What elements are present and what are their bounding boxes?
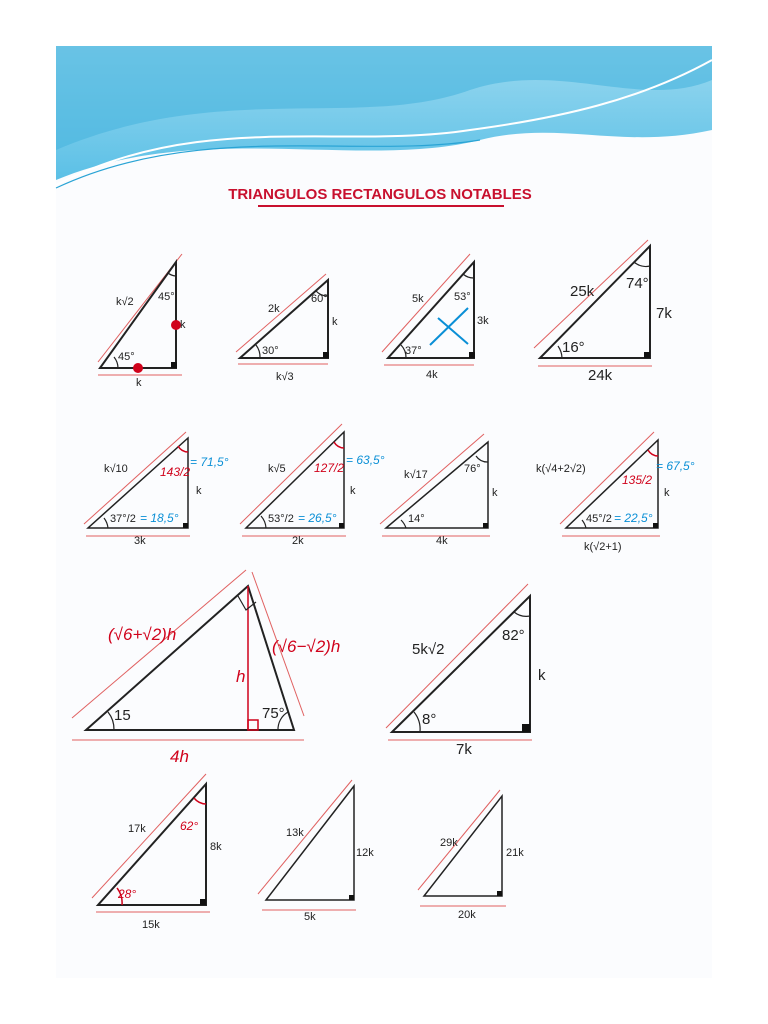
triangle-5-12-13 [258, 780, 374, 923]
t30-vert: k [332, 316, 338, 328]
t8-hyp: 5k√2 [412, 641, 445, 658]
t45-base-angle: 45° [118, 351, 135, 363]
t8-base: 7k [456, 741, 472, 758]
t15-angle-left: 15 [114, 707, 131, 724]
t30-base: k√3 [276, 371, 294, 383]
t37-top-angle: 53° [454, 291, 471, 303]
t53h-base: 2k [292, 535, 304, 547]
t37h-base-angle: 37°/2 [110, 513, 136, 525]
t37h-red: 143/2 [160, 465, 191, 479]
t53h-vert: k [350, 485, 356, 497]
t5-hyp: 13k [286, 827, 304, 839]
t15-right: (√6−√2)h [272, 637, 341, 656]
t45h-vert: k [664, 487, 670, 499]
t45h-hyp: k(√4+2√2) [536, 463, 586, 475]
t30-base-angle: 30° [262, 345, 279, 357]
triangle-28-62 [92, 774, 222, 931]
t15-left: (√6+√2)h [108, 625, 177, 644]
t16-hyp: 25k [570, 283, 595, 300]
triangle-45-45 [98, 254, 186, 389]
t37h-vert: k [196, 485, 202, 497]
triangle-16-74 [534, 240, 672, 384]
triangle-8-82 [386, 584, 546, 758]
t53h-hyp: k√5 [268, 463, 286, 475]
triangle-20-21-29 [418, 790, 524, 921]
triangle-37-53 [382, 254, 489, 381]
t45h-blue-base: = 22,5° [614, 511, 653, 525]
t28-base-angle: 28° [118, 887, 137, 901]
t37-base: 4k [426, 369, 438, 381]
t53h-blue-top: = 63,5° [346, 453, 385, 467]
t20-vert: 21k [506, 847, 524, 859]
t37h-blue-base: = 18,5° [140, 511, 179, 525]
t37h-base: 3k [134, 535, 146, 547]
t20-base: 20k [458, 909, 476, 921]
t45-top-angle: 45° [158, 291, 175, 303]
triangle-53-half [240, 424, 385, 547]
t53h-base-angle: 53°/2 [268, 513, 294, 525]
t28-hyp: 17k [128, 823, 146, 835]
t45h-base-angle: 45°/2 [586, 513, 612, 525]
t45-base: k [136, 377, 142, 389]
t14-base: 4k [436, 535, 448, 547]
t16-vert: 7k [656, 305, 672, 322]
t28-top-angle: 62° [180, 819, 199, 833]
t37-vert: 3k [477, 315, 489, 327]
t14-top-angle: 76° [464, 463, 481, 475]
t15-angle-right: 75° [262, 705, 285, 722]
t45h-base: k(√2+1) [584, 541, 622, 553]
t45h-blue-top: = 67,5° [656, 459, 695, 473]
t16-base-angle: 16° [562, 339, 585, 356]
t37-base-angle: 37° [405, 345, 422, 357]
t5-vert: 12k [356, 847, 374, 859]
t37h-blue-top: = 71,5° [190, 455, 229, 469]
t28-vert: 8k [210, 841, 222, 853]
t45h-red: 135/2 [622, 473, 653, 487]
t30-hyp: 2k [268, 303, 280, 315]
t28-base: 15k [142, 919, 160, 931]
triangle-15-75 [72, 570, 340, 766]
t53h-blue-base: = 26,5° [298, 511, 337, 525]
t20-hyp: 29k [440, 837, 458, 849]
triangle-30-60 [236, 274, 338, 383]
triangle-14-76 [380, 434, 498, 547]
triangle-45-half [536, 432, 695, 553]
t14-base-angle: 14° [408, 513, 425, 525]
t30-top-angle: 60° [311, 293, 328, 305]
t8-vert: k [538, 667, 546, 684]
t16-base: 24k [588, 367, 613, 384]
t45-vert: k [180, 319, 186, 331]
triangle-37-half [84, 432, 229, 547]
t37h-hyp: k√10 [104, 463, 128, 475]
t37-hyp: 5k [412, 293, 424, 305]
t5-base: 5k [304, 911, 316, 923]
page-title: TRIANGULOS RECTANGULOS NOTABLES [228, 186, 532, 203]
t14-vert: k [492, 487, 498, 499]
t8-top-angle: 82° [502, 627, 525, 644]
t16-top-angle: 74° [626, 275, 649, 292]
t14-hyp: k√17 [404, 469, 428, 481]
t8-base-angle: 8° [422, 711, 437, 728]
t45-hyp: k√2 [116, 296, 134, 308]
t53h-red: 127/2 [314, 461, 345, 475]
t15-base: 4h [170, 747, 189, 766]
t15-height: h [236, 667, 246, 686]
